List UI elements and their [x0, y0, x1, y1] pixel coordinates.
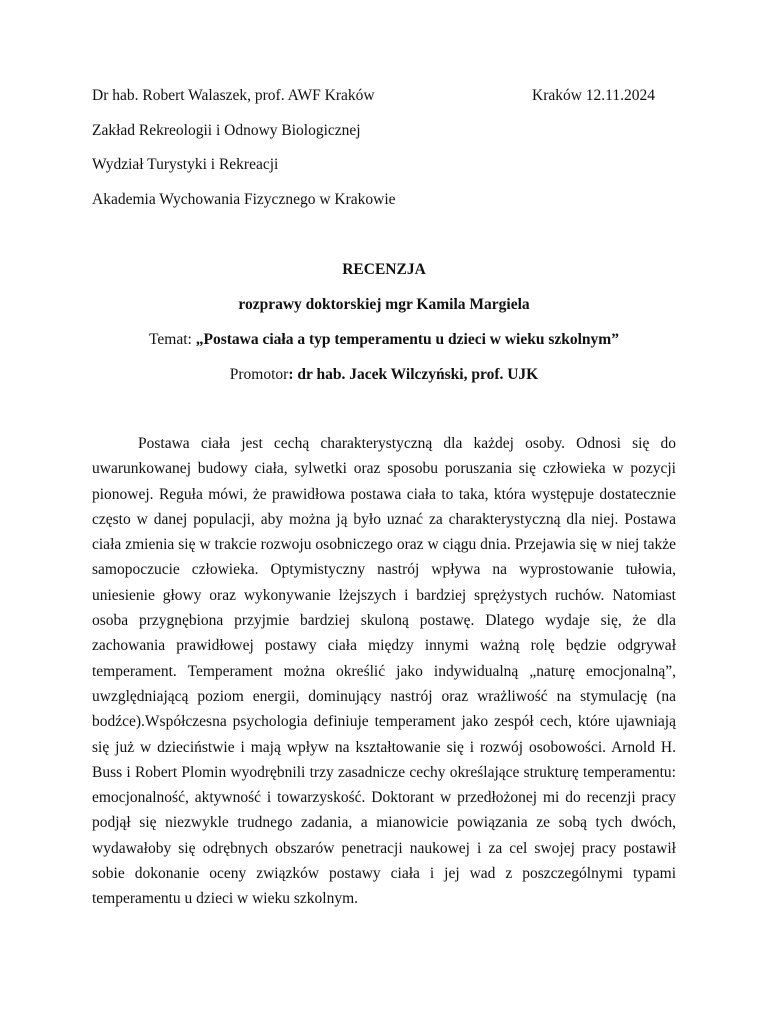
promoter-prefix: Promotor	[229, 366, 289, 383]
academy-name: Akademia Wychowania Fizycznego w Krakowie	[92, 191, 396, 208]
promoter-line	[0, 365, 768, 385]
reviewer-name: Dr hab. Robert Walaszek, prof. AWF Kraków	[92, 87, 375, 104]
body-paragraph: Postawa ciała jest cechą charakterystyczną dla każdej osoby. Odnosi się do uwarunkowanej budowy ciała, sylwetki oraz sposobu poruszania się człowieka w pozycji pionowej. Reguła mówi, że prawidłowa postawa ciała to taka, która występuje dostatecznie często w danej populacji, aby można ją było uznać za charakterystyczną dla niej. Postawa ciała zmienia się w trakcie rozwoju osobniczego oraz w ciągu dnia. Przejawia się w niej także samopoczucie człowieka. Optymistyczny nastrój wpływa na wyprostowanie tułowia, uniesienie głowy oraz wykonywanie lżejszych i bardziej sprężystych ruchów. Natomiast osoba przygnębiona przyjmie bardziej skuloną postawę. Dlatego wydaje się, że dla zachowania prawidłowej postawy ciała między innymi ważną rolę będzie odgrywał temperament. Temperament można określić jako indywidualną „naturę emocjonalną”, uwzględniającą poziom energii, dominujący nastrój oraz wrażliwość na stymulację (na bodźce).Współczesna psychologia definiuje temperament jako zespół cech, które ujawniają się już w dzieciństwie i mają wpływ na kształtowanie się i rozwój osobowości. Arnold H. Buss i Robert Plomin wyodrębnili trzy zasadnicze cechy określające strukturę temperamentu: emocjonalność, aktywność i towarzyskość. Doktorant w przedłożonej mi do recenzji pracy podjął się niezwykle trudnego zadania, a mianowicie powiązania ze sobą tych dwóch, wydawałoby się odrębnych obszarów penetracji naukowej i za cel swojej pracy postawił sobie dokonanie oceny związków postawy ciała i jej wad z poszczególnymi typami temperamentu u dzieci w wieku szkolnym.	[92, 435, 676, 908]
topic-line	[0, 330, 768, 350]
topic-title: „Postawa ciała a typ temperamentu u dzieci w wieku szkolnym”	[195, 331, 619, 348]
topic-prefix: Temat:	[149, 331, 196, 348]
document-date: Kraków 12.11.2024	[532, 87, 655, 104]
document-heading: RECENZJA	[342, 261, 426, 278]
department-name: Zakład Rekreologii i Odnowy Biologicznej	[92, 122, 361, 139]
document-subheading: rozprawy doktorskiej mgr Kamila Margiela	[238, 296, 530, 313]
promoter-name: : dr hab. Jacek Wilczyński, prof. UJK	[288, 366, 539, 383]
faculty-name: Wydział Turystyki i Rekreacji	[92, 156, 279, 173]
